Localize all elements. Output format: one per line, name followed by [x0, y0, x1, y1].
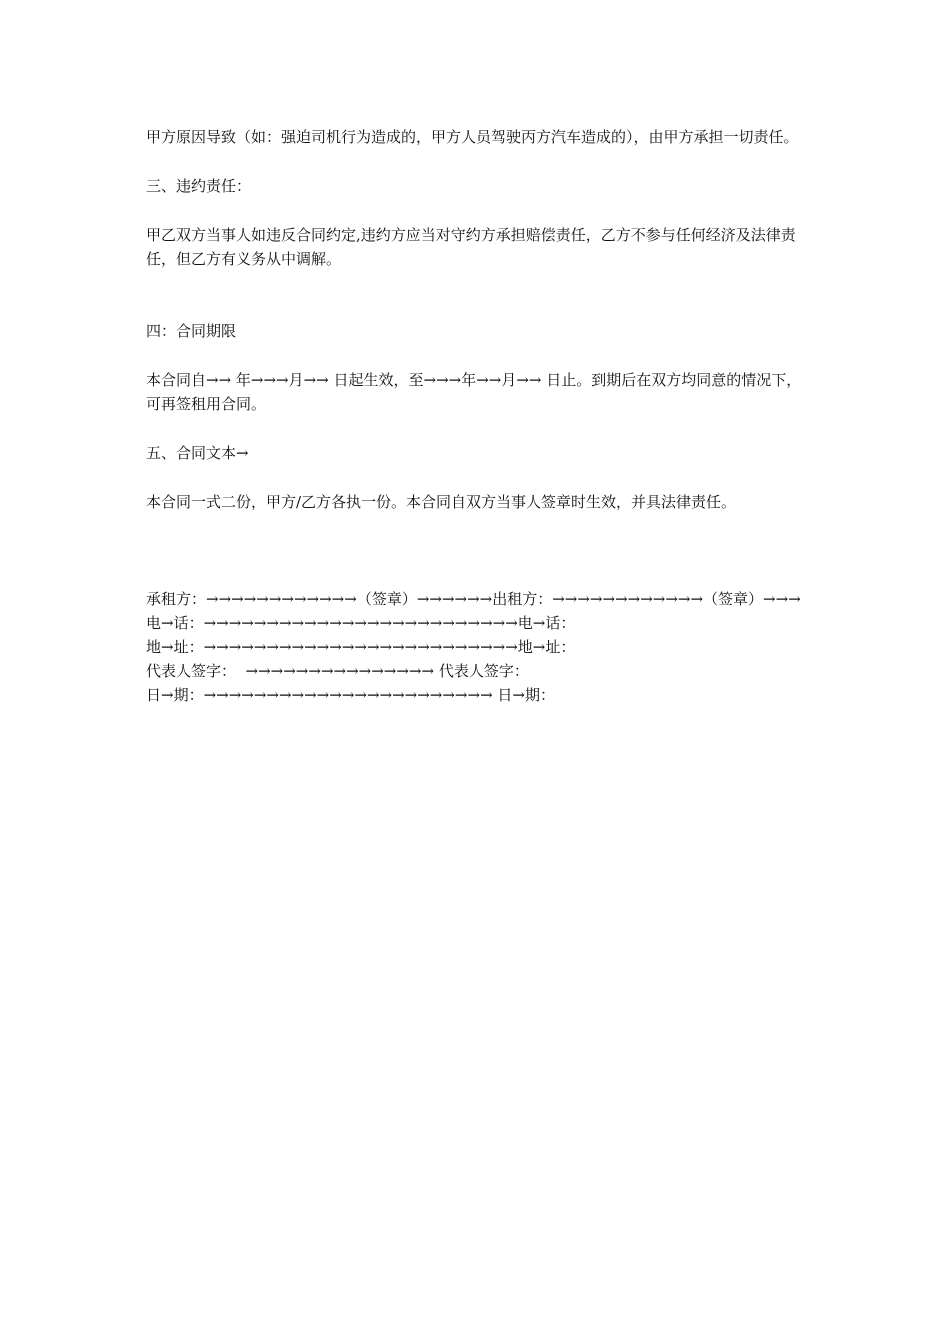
- spacer: [146, 465, 810, 490]
- spacer: [146, 198, 810, 223]
- spacer: [146, 514, 810, 587]
- signature-representative-line: 代表人签字： →→→→→→→→→→→→→→→ 代表人签字：: [146, 662, 529, 680]
- signature-date-line: 日→期：→→→→→→→→→→→→→→→→→→→→→→→ 日→期：: [146, 686, 555, 704]
- contract-page: [146, 125, 810, 707]
- section-3-heading: 三、违约责任：: [146, 177, 252, 195]
- section-4-body: 本合同自→→ 年→→→月→→ 日起生效，至→→→年→→月→→ 日止。到期后在双方均同意的情况下，可再签租用合同。: [146, 371, 802, 413]
- section-3-body: 甲乙双方当事人如违反合同约定,违约方应当对守约方承担赔偿责任，乙方不参与任何经济及法律责任，但乙方有义务从中调解。: [146, 226, 796, 268]
- section-5-heading: 五、合同文本→: [146, 444, 249, 462]
- spacer: [146, 149, 810, 174]
- spacer: [146, 343, 810, 368]
- spacer: [146, 416, 810, 441]
- section-5-body: 本合同一式二份，甲方/乙方各执一份。本合同自双方当事人签章时生效，并具法律责任。: [146, 493, 737, 511]
- signature-block: [146, 587, 810, 707]
- signature-address-line: 地→址：→→→→→→→→→→→→→→→→→→→→→→→→→地→址：: [146, 638, 576, 656]
- spacer: [146, 271, 810, 319]
- liability-clause-tail: 甲方原因导致（如：强迫司机行为造成的，甲方人员驾驶丙方汽车造成的），由甲方承担一切责任。: [146, 128, 799, 146]
- signature-parties-line: 承租方：→→→→→→→→→→→→（签章）→→→→→→出租方：→→→→→→→→→→→→（签章）→→→: [146, 590, 801, 608]
- signature-phone-line: 电→话：→→→→→→→→→→→→→→→→→→→→→→→→→电→话：: [146, 614, 576, 632]
- section-4-heading: 四：合同期限: [146, 322, 237, 340]
